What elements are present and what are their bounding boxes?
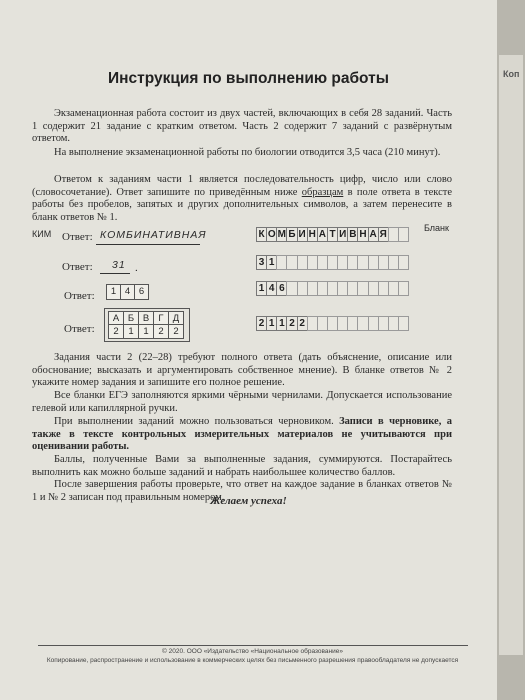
blank-cell: 1 [266, 255, 277, 270]
kim-label: КИМ [32, 229, 52, 239]
paragraph-draft-bold: Записи в черновике, а также в тексте контрольных измерительных материалов не учитываются при оценивании работы. [32, 416, 452, 453]
blank-cell [398, 281, 409, 296]
answer-4-cell: 2 [153, 324, 169, 339]
answer-1-underline [96, 244, 200, 245]
blank-cell: Б [288, 229, 296, 240]
blank-cell [398, 316, 409, 331]
paragraph-draft [32, 416, 452, 454]
answer-4-header-cell: В [138, 311, 154, 326]
next-page-edge [497, 0, 525, 700]
blank-cell: А [369, 229, 377, 240]
paragraph-ink: Все бланки ЕГЭ заполняются яркими чёрными чернилами. Допускается использование гелевой или капиллярной ручки. [32, 390, 452, 414]
answer-3-cells [106, 284, 148, 300]
blank-cell: И [339, 229, 347, 240]
footer-copyright: © 2020. ООО «Издательство «Национальное образование» [162, 648, 343, 655]
answer-3-cell: 6 [134, 284, 149, 300]
answer-3-cell: 1 [106, 284, 121, 300]
samples-link-word: образцам [301, 186, 344, 198]
footer-notice: Копирование, распространение и использование в коммерческих целях без письменного разрешения правообладателя не допускается [46, 657, 459, 664]
paragraph-time: На выполнение экзаменационной работы по биологии отводится 3,5 часа (210 минут). [54, 147, 441, 158]
answer-4-cell: 2 [108, 324, 124, 339]
paragraph-part1-text-c: в поле ответа в тексте работы без пробелов, запятых и других дополнительных символов, а затем перенесите в бланк ответов № 1. [32, 186, 452, 223]
blank-cell: М [277, 229, 287, 240]
answer-label-1: Ответ: [62, 231, 93, 243]
next-page-strip [499, 55, 523, 655]
answer-2-handwritten: 31 [112, 259, 126, 271]
answer-2-dot: . [135, 262, 138, 274]
wish-text: Желаем успеха! [210, 495, 287, 507]
blank-grid-3 [256, 281, 408, 295]
blank-cell: Я [379, 229, 387, 240]
answer-1-handwritten: КОМБИНАТИВНАЯ [100, 229, 207, 241]
next-page-text: Коп [503, 69, 520, 79]
blank-cell: 2 [297, 316, 308, 331]
blank-cell: Т [327, 227, 338, 242]
blank-cell: И [298, 229, 306, 240]
answer-4-cells [108, 324, 183, 339]
blank-cell: А [318, 229, 327, 240]
paragraph-part1-answer [32, 174, 452, 224]
answer-label-2: Ответ: [62, 261, 93, 273]
blank-grid-4 [256, 316, 408, 330]
blank-cell: Н [359, 229, 367, 240]
paragraph-draft-text: При выполнении заданий можно пользоваться черновиком. [54, 416, 340, 427]
paragraph-structure: Экзаменационная работа состоит из двух частей, включающих в себя 28 заданий. Часть 1 содержит 21 задание с кратким ответом. Часть 2 содержит 7 заданий с развёрнутым ответом. [32, 108, 452, 145]
blank-cell: 2 [256, 316, 267, 331]
footer-divider [38, 645, 468, 646]
blank-cell: 4 [266, 281, 277, 296]
paragraph-check: После завершения работы проверьте, что ответ на каждое задание в бланках ответов № 1 и № 2 записан под правильным номером. [32, 479, 452, 503]
blank-label: Бланк [424, 223, 449, 233]
answer-4-header-cell: А [108, 311, 124, 326]
answer-4-header-cell: Г [153, 311, 169, 326]
answer-4-cell: 1 [123, 324, 139, 339]
paragraph-part1-text-a: Ответом к заданиям части 1 является последовательность цифр, число или слово (словосочетание). Ответ запишите по приведённым ниже [32, 174, 452, 198]
blank-cell: 1 [276, 316, 287, 331]
blank-cell: Н [308, 229, 316, 240]
answer-label-3: Ответ: [64, 290, 95, 302]
blank-grid-2 [256, 255, 408, 269]
answer-4-header-cell: Д [168, 311, 184, 326]
answer-4-header-cell: Б [123, 311, 139, 326]
blank-cell: 1 [266, 316, 277, 331]
paragraph-points: Баллы, полученные Вами за выполненные задания, суммируются. Постарайтесь выполнить как можно больше заданий и набрать наибольшее количество баллов. [32, 454, 452, 478]
paragraph-part2: Задания части 2 (22–28) требуют полного ответа (дать объяснение, описание или обоснование; высказать и аргументировать собственное мнение). В бланке ответов № 2 укажите номер задания и запишите его полное решение. [32, 352, 452, 389]
blank-cell: 1 [256, 281, 267, 296]
blank-cell: 6 [276, 281, 287, 296]
blank-grid-1 [256, 227, 408, 241]
answer-2-underline [100, 273, 130, 274]
answer-4-cell: 1 [138, 324, 154, 339]
page-title: Инструкция по выполнению работы [108, 70, 389, 87]
blank-cell: К [256, 227, 267, 242]
blank-cell: В [349, 229, 357, 240]
blank-cell: О [267, 229, 276, 240]
answer-3-cell: 4 [120, 284, 135, 300]
answer-label-4: Ответ: [64, 323, 95, 335]
blank-cell: 3 [256, 255, 267, 270]
answer-4-cell: 2 [168, 324, 184, 339]
blank-cell [398, 255, 409, 270]
blank-cell: 2 [286, 316, 297, 331]
blank-cell [398, 227, 409, 242]
